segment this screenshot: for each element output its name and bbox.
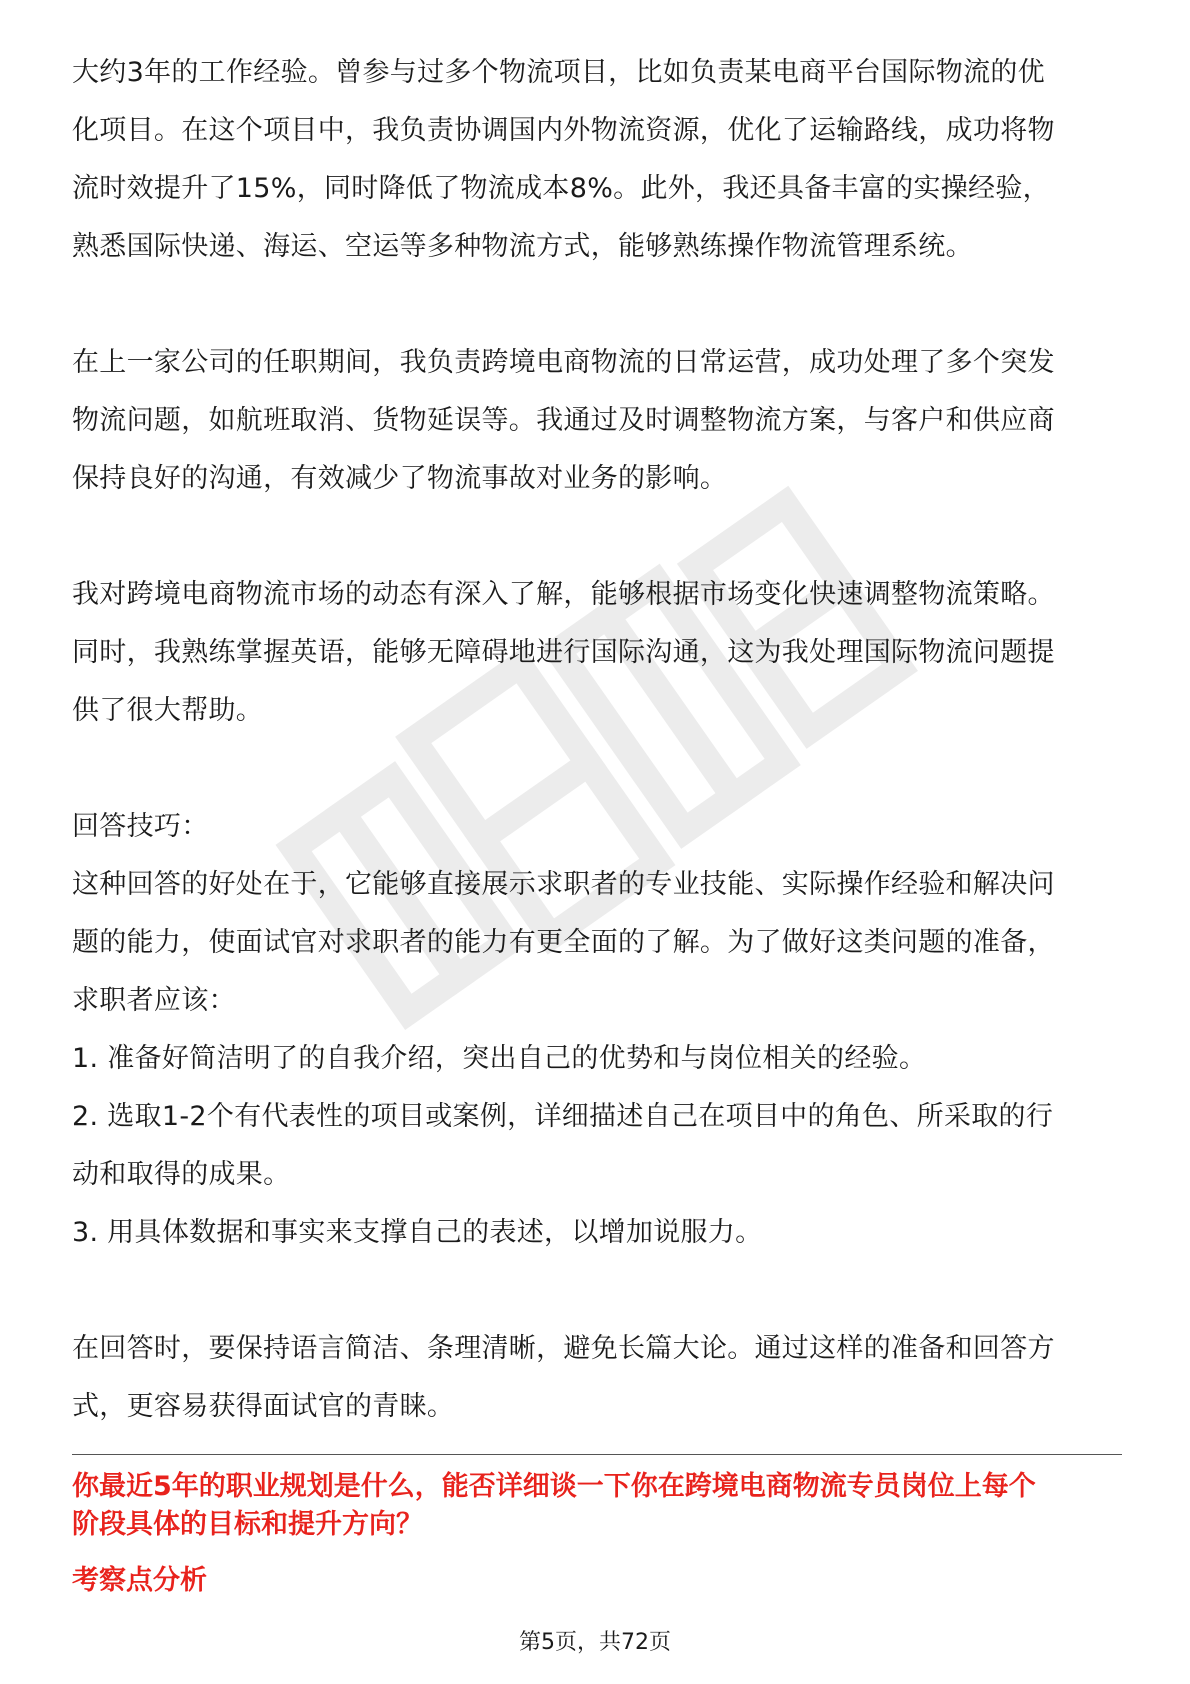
paragraph-spacer xyxy=(72,276,1122,334)
text-line: 式，更容易获得面试官的青睐。 xyxy=(72,1391,455,1422)
text-line: 我对跨境电商物流市场的动态有深入了解，能够根据市场变化快速调整物流策略。 xyxy=(72,579,1055,610)
paragraph-spacer xyxy=(72,1262,1122,1320)
analysis-heading: 考察点分析 xyxy=(72,1565,207,1596)
document-body xyxy=(72,44,1122,1436)
text-line: 大约3年的工作经验。曾参与过多个物流项目，比如负责某电商平台国际物流的优 xyxy=(72,57,1045,88)
paragraph-experience xyxy=(72,44,1122,276)
question-line: 你最近5年的职业规划是什么，能否详细谈一下你在跨境电商物流专员岗位上每个 xyxy=(72,1471,1036,1502)
list-item: 2. 选取1-2个有代表性的项目或案例，详细描述自己在项目中的角色、所采取的行 xyxy=(72,1101,1054,1132)
paragraph-conclusion xyxy=(72,1320,1122,1436)
text-line: 化项目。在这个项目中，我负责协调国内外物流资源，优化了运输路线，成功将物 xyxy=(72,115,1055,146)
text-line: 熟悉国际快递、海运、空运等多种物流方式，能够熟练操作物流管理系统。 xyxy=(72,231,973,262)
list-item: 1. 准备好简洁明了的自我介绍，突出自己的优势和与岗位相关的经验。 xyxy=(72,1043,927,1074)
text-line: 在上一家公司的任职期间，我负责跨境电商物流的日常运营，成功处理了多个突发 xyxy=(72,347,1055,378)
page-number: 第5页，共72页 xyxy=(519,1630,671,1655)
section-label: 回答技巧： xyxy=(72,811,209,842)
paragraph-spacer xyxy=(72,508,1122,566)
list-item-continuation: 动和取得的成果。 xyxy=(72,1159,291,1190)
text-line: 供了很大帮助。 xyxy=(72,695,264,726)
question-heading xyxy=(72,1468,1132,1544)
text-line: 题的能力，使面试官对求职者的能力有更全面的了解。为了做好这类问题的准备， xyxy=(72,927,1055,958)
list-item: 3. 用具体数据和事实来支撑自己的表述，以增加说服力。 xyxy=(72,1217,763,1248)
text-line: 物流问题，如航班取消、货物延误等。我通过及时调整物流方案，与客户和供应商 xyxy=(72,405,1055,436)
paragraph-spacer xyxy=(72,740,1122,798)
text-line: 流时效提升了15%，同时降低了物流成本8%。此外，我还具备丰富的实操经验， xyxy=(72,173,1050,204)
section-divider xyxy=(72,1454,1122,1455)
paragraph-previous-job xyxy=(72,334,1122,508)
text-line: 求职者应该： xyxy=(72,985,236,1016)
text-line: 同时，我熟练掌握英语，能够无障碍地进行国际沟通，这为我处理国际物流问题提 xyxy=(72,637,1055,668)
question-line: 阶段具体的目标和提升方向？ xyxy=(72,1509,423,1540)
paragraph-market-knowledge xyxy=(72,566,1122,740)
text-line: 保持良好的沟通，有效减少了物流事故对业务的影响。 xyxy=(72,463,728,494)
paragraph-answer-tips xyxy=(72,798,1122,1262)
text-line: 这种回答的好处在于，它能够直接展示求职者的专业技能、实际操作经验和解决问 xyxy=(72,869,1055,900)
text-line: 在回答时，要保持语言简洁、条理清晰，避免长篇大论。通过这样的准备和回答方 xyxy=(72,1333,1055,1364)
